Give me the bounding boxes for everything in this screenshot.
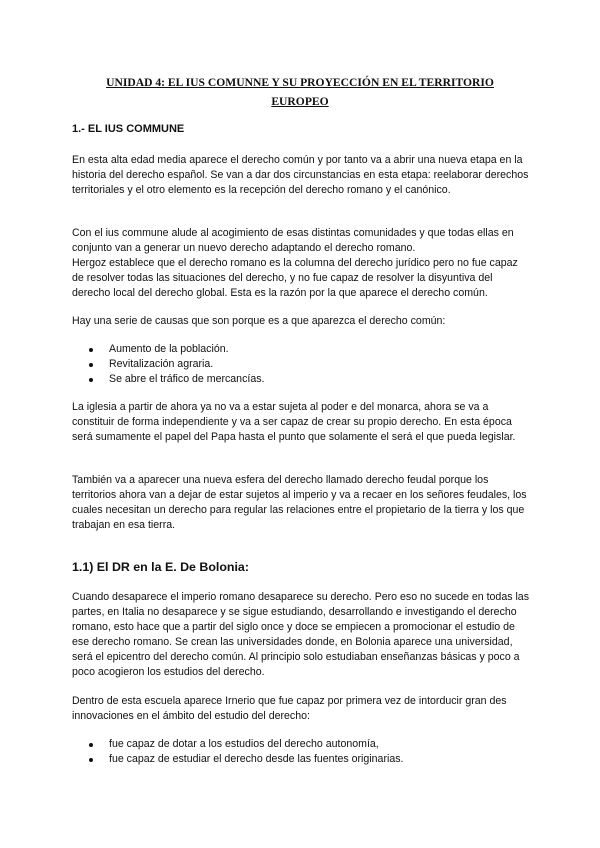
list-item — [72, 357, 532, 372]
bullet-icon — [89, 743, 93, 747]
list-item — [72, 737, 532, 752]
list-item-text: Aumento de la población. — [109, 343, 229, 355]
section-heading-bolonia: 1.1) El DR en la E. De Bolonia: — [72, 560, 249, 574]
list-item-text: Se abre el tráfico de mercancías. — [109, 373, 265, 385]
list-item-text: Revitalización agraria. — [109, 358, 214, 370]
list-item-text: fue capaz de estudiar el derecho desde las fuentes originarias. — [109, 753, 404, 765]
paragraph-bolonia: Cuando desaparece el imperio romano desaparece su derecho. Pero eso no sucede en todas las partes, en Italia no desaparece y se sigue estudiando, desarrollando e investigando el derecho romano, esto hace que a partir del siglo once y doce se empiecen a promocionar el estudio de ese derecho romano. Se crean las universidades donde, en Bolonia aparece una universidad, será el epicentro del derecho común. Al principio solo estudiaban enseñanzas básicas y poco a poco acogieron los estudios del derecho. — [72, 591, 530, 678]
list-item — [72, 372, 532, 387]
causes-list — [72, 342, 532, 387]
paragraph-irnerio: Dentro de esta escuela aparece Irnerio que fue capaz por primera vez de intorducir gran des innovaciones en el ámbito del estudio del derecho: — [72, 695, 507, 722]
list-item-text: fue capaz de dotar a los estudios del derecho autonomía, — [109, 738, 379, 750]
paragraph-intro: En esta alta edad media aparece el derecho común y por tanto va a abrir una nueva etapa en la historia del derecho español. Se van a dar dos circunstancias en esta etapa: reelaborar derechos territoriales y el otro elemento es la recepción del derecho romano y el canónico. — [72, 154, 529, 196]
paragraph-hergoz: Hergoz establece que el derecho romano es la columna del derecho jurídico pero no fue capaz de resolver todas las situaciones del derecho, y no fue capaz de resolver la disyuntiva del derecho local del derecho global. Esta es la razón por la que aparece el derecho común. — [72, 257, 518, 299]
list-item — [72, 342, 532, 357]
bullet-icon — [89, 363, 93, 367]
paragraph-ius-commune: Con el ius commune alude al acogimiento de esas distintas comunidades y que todas ellas en conjunto van a generar un nuevo derecho adaptando el derecho romano. — [72, 227, 514, 254]
innovations-list — [72, 737, 532, 767]
section-heading-ius-commune: 1.- EL IUS COMMUNE — [72, 123, 185, 135]
paragraph-iglesia: La iglesia a partir de ahora ya no va a estar sujeta al poder e del monarca, ahora se va a constituir de forma independiente y va a ser capaz de crear su propio derecho. En esta época será sumamente el papel del Papa hasta el punto que solamente el será el que pueda legislar. — [72, 401, 516, 443]
list-item — [72, 752, 532, 767]
bullet-icon — [89, 348, 93, 352]
document-title: UNIDAD 4: EL IUS COMUNNE Y SU PROYECCIÓN EN EL TERRITORIO EUROPEO — [106, 76, 494, 108]
bullet-icon — [89, 378, 93, 382]
paragraph-derecho-feudal: También va a aparecer una nueva esfera del derecho llamado derecho feudal porque los territorios ahora van a dejar de estar sujetos al imperio y va a recaer en los señores feudales, los cuales necesitan un derecho para regular las relaciones entre el propietario de la tierra y los que trabajan en esa tierra. — [72, 474, 527, 531]
bullet-icon — [89, 758, 93, 762]
paragraph-causes-intro: Hay una serie de causas que son porque es a que aparezca el derecho común: — [72, 315, 446, 327]
